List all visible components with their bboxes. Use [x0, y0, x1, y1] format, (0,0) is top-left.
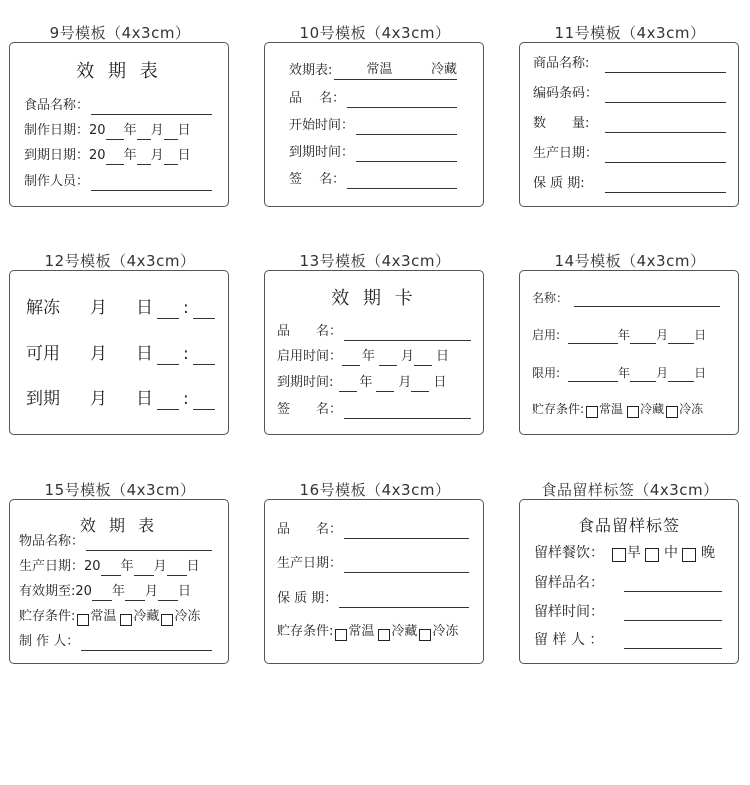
blank-line[interactable]: [624, 577, 722, 592]
field-row: 解冻 月 日 :: [26, 297, 216, 319]
blank-line[interactable]: [344, 326, 471, 341]
field-row: 留样餐饮： 早 中 晚: [534, 545, 715, 561]
field-row: 启用时间： 年 月 日: [277, 349, 450, 364]
field-row: 到期 月 日 :: [26, 388, 216, 410]
checkbox[interactable]: [666, 406, 678, 418]
label-card: [264, 42, 484, 207]
blank-line[interactable]: [356, 147, 457, 162]
checkbox[interactable]: [120, 614, 132, 626]
blank-line[interactable]: [356, 120, 457, 135]
checkbox[interactable]: [627, 406, 639, 418]
blank-line[interactable]: [605, 148, 726, 163]
label-card: [519, 270, 739, 435]
blank-line[interactable]: [344, 524, 469, 539]
blank-line[interactable]: [91, 100, 212, 115]
field-row: 制作日期： 20 年 月 日: [24, 123, 191, 138]
blank-line[interactable]: [624, 634, 722, 649]
label-card: [9, 499, 229, 664]
field-row: 生产日期： 20 年 月 日: [19, 559, 200, 574]
field-row: 可用 月 日 :: [26, 343, 216, 365]
field-row: 到期时间：: [289, 144, 457, 162]
blank-line[interactable]: [605, 88, 726, 103]
field-row: 开始时间：: [289, 117, 457, 135]
label-card: [9, 42, 229, 207]
blank-line[interactable]: [605, 178, 726, 193]
field-row: 贮存条件: 常温 冷藏 冷冻: [532, 402, 704, 416]
template-title: 14号模板（4x3cm）: [554, 252, 706, 270]
blank-line[interactable]: [91, 176, 212, 191]
label-card: [519, 42, 739, 207]
field-row: 启用: 年 月 日: [532, 328, 707, 342]
field-row: 生产日期：: [533, 145, 726, 163]
checkbox[interactable]: [161, 614, 173, 626]
field-row: 生产日期：: [277, 555, 469, 573]
field-row: 保 质 期：: [277, 590, 469, 608]
field-row: 贮存条件: 常温 冷藏 冷冻: [19, 609, 201, 624]
blank-line[interactable]: [344, 404, 471, 419]
field-row: 贮存条件: 常温 冷藏 冷冻: [277, 624, 459, 639]
field-row: 名称：: [532, 289, 720, 307]
template-title: 12号模板（4x3cm）: [44, 252, 196, 270]
field-row: 制 作 人：: [19, 633, 212, 651]
label-card: [264, 270, 484, 435]
field-row: 留样时间：: [534, 603, 722, 621]
template-title: 食品留样标签（4x3cm）: [541, 481, 719, 499]
field-row: 效期表: 常温 冷藏: [289, 62, 457, 78]
blank-line[interactable]: [574, 292, 720, 307]
template-title: 10号模板（4x3cm）: [299, 24, 451, 42]
field-row: 签 名：: [289, 171, 457, 189]
blank-line[interactable]: [86, 536, 212, 551]
field-row: 物品名称：: [19, 533, 212, 551]
blank-line[interactable]: [347, 174, 457, 189]
template-title: 11号模板（4x3cm）: [554, 24, 706, 42]
blank-line[interactable]: [81, 636, 212, 651]
blank-line[interactable]: [344, 558, 469, 573]
field-row: 有效期至: 20 年 月 日: [19, 584, 191, 599]
blank-line[interactable]: [339, 593, 469, 608]
label-heading: 食品留样标签: [577, 516, 680, 535]
field-row: 留样品名：: [534, 574, 722, 592]
field-row: 到期时间: 年 月 日: [277, 375, 447, 390]
field-row: 制作人员：: [24, 173, 216, 191]
field-row: 品 名：: [289, 90, 457, 108]
checkbox[interactable]: [378, 629, 390, 641]
label-heading: 效 期 表: [79, 516, 159, 535]
label-heading: 效 期 卡: [331, 288, 417, 309]
template-title: 15号模板（4x3cm）: [44, 481, 196, 499]
label-card: [519, 499, 739, 664]
field-row: 到期日期： 20 年 月 日: [24, 148, 191, 163]
checkbox[interactable]: [612, 548, 626, 562]
field-row: 数 量:: [533, 115, 726, 133]
template-title: 13号模板（4x3cm）: [299, 252, 451, 270]
field-row: 商品名称:: [533, 55, 726, 73]
field-row: 签 名：: [277, 401, 471, 419]
checkbox[interactable]: [335, 629, 347, 641]
blank-line[interactable]: [605, 58, 726, 73]
field-row: 保 质 期:: [533, 175, 726, 193]
field-row: 品 名：: [277, 323, 471, 341]
field-row: 限用: 年 月 日: [532, 366, 707, 380]
template-title: 16号模板（4x3cm）: [299, 481, 451, 499]
field-row: 品 名：: [277, 521, 469, 539]
blank-line[interactable]: [605, 118, 726, 133]
label-heading: 效 期 表: [76, 61, 162, 82]
checkbox[interactable]: [682, 548, 696, 562]
label-card: [264, 499, 484, 664]
checkbox[interactable]: [645, 548, 659, 562]
blank-line[interactable]: [624, 606, 722, 621]
blank-line[interactable]: [347, 93, 457, 108]
field-row: 留 样 人 ：: [534, 631, 722, 649]
checkbox[interactable]: [419, 629, 431, 641]
field-row: 编码条码：: [533, 85, 726, 103]
label-card: [9, 270, 229, 435]
field-row: 食品名称：: [24, 97, 216, 115]
checkbox[interactable]: [77, 614, 89, 626]
checkbox[interactable]: [586, 406, 598, 418]
template-title: 9号模板（4x3cm）: [49, 24, 191, 42]
